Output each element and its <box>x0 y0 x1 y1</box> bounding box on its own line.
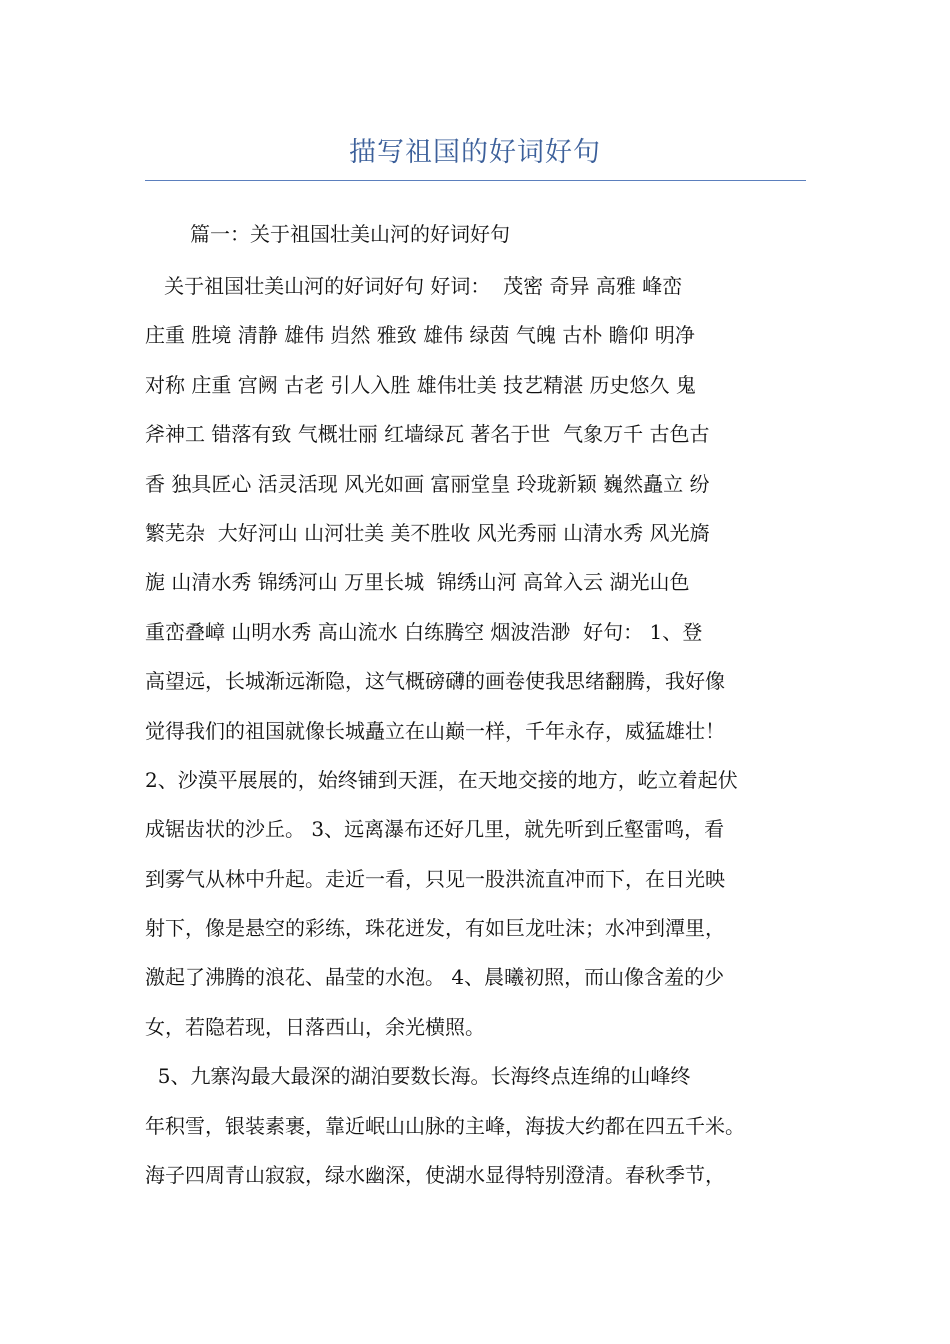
text-line: 高望远，长城渐远渐隐，这气概磅礴的画卷使我思绪翻腾，我好像 <box>145 669 725 694</box>
text-line: 2、沙漠平展展的，始终铺到天涯，在天地交接的地方，屹立着起伏 <box>145 767 738 792</box>
text-line: 射下，像是悬空的彩练，珠花迸发，有如巨龙吐沫；水冲到潭里， <box>145 916 725 941</box>
text-line: 5、九寨沟最大最深的湖泊要数长海。长海终点连绵的山峰终 <box>145 1064 691 1089</box>
text-line: 觉得我们的祖国就像长城矗立在山巅一样，千年永存，威猛雄壮！ <box>145 718 725 743</box>
text-line: 到雾气从林中升起。走近一看，只见一股洪流直冲而下，在日光映 <box>145 866 725 891</box>
title-underline <box>145 180 806 181</box>
text-line: 庄重 胜境 清静 雄伟 岿然 雅致 雄伟 绿茵 气魄 古朴 瞻仰 明净 <box>145 323 695 348</box>
text-line: 重峦叠嶂 山明水秀 高山流水 白练腾空 烟波浩渺 好句： 1、登 <box>145 619 703 644</box>
text-line: 斧神工 错落有致 气概壮丽 红墙绿瓦 著名于世 气象万千 古色古 <box>145 422 710 447</box>
text-line: 繁芜杂 大好河山 山河壮美 美不胜收 风光秀丽 山清水秀 风光旖 <box>145 520 710 545</box>
section-heading: 篇一：关于祖国壮美山河的好词好句 <box>190 222 510 246</box>
body-text <box>145 262 815 1200</box>
text-line: 海子四周青山寂寂，绿水幽深，使湖水显得特别澄清。春秋季节， <box>145 1163 725 1188</box>
text-line: 香 独具匠心 活灵活现 风光如画 富丽堂皇 玲珑新颖 巍然矗立 纷 <box>145 471 710 496</box>
text-line: 对称 庄重 宫阙 古老 引人入胜 雄伟壮美 技艺精湛 历史悠久 鬼 <box>145 372 696 397</box>
text-line: 旎 山清水秀 锦绣河山 万里长城 锦绣山河 高耸入云 湖光山色 <box>145 570 690 595</box>
text-line: 关于祖国壮美山河的好词好句 好词： 茂密 奇异 高雅 峰峦 <box>145 274 683 298</box>
text-line: 女，若隐若现，日落西山，余光横照。 <box>145 1014 485 1039</box>
text-line: 激起了沸腾的浪花、晶莹的水泡。 4、晨曦初照，而山像含羞的少 <box>145 965 725 990</box>
document-title: 描写祖国的好词好句 <box>349 137 601 168</box>
text-line: 年积雪，银装素裹，靠近岷山山脉的主峰，海拔大约都在四五千米。 <box>145 1113 745 1138</box>
text-line: 成锯齿状的沙丘。 3、远离瀑布还好几里，就先听到丘壑雷鸣，看 <box>145 817 725 842</box>
